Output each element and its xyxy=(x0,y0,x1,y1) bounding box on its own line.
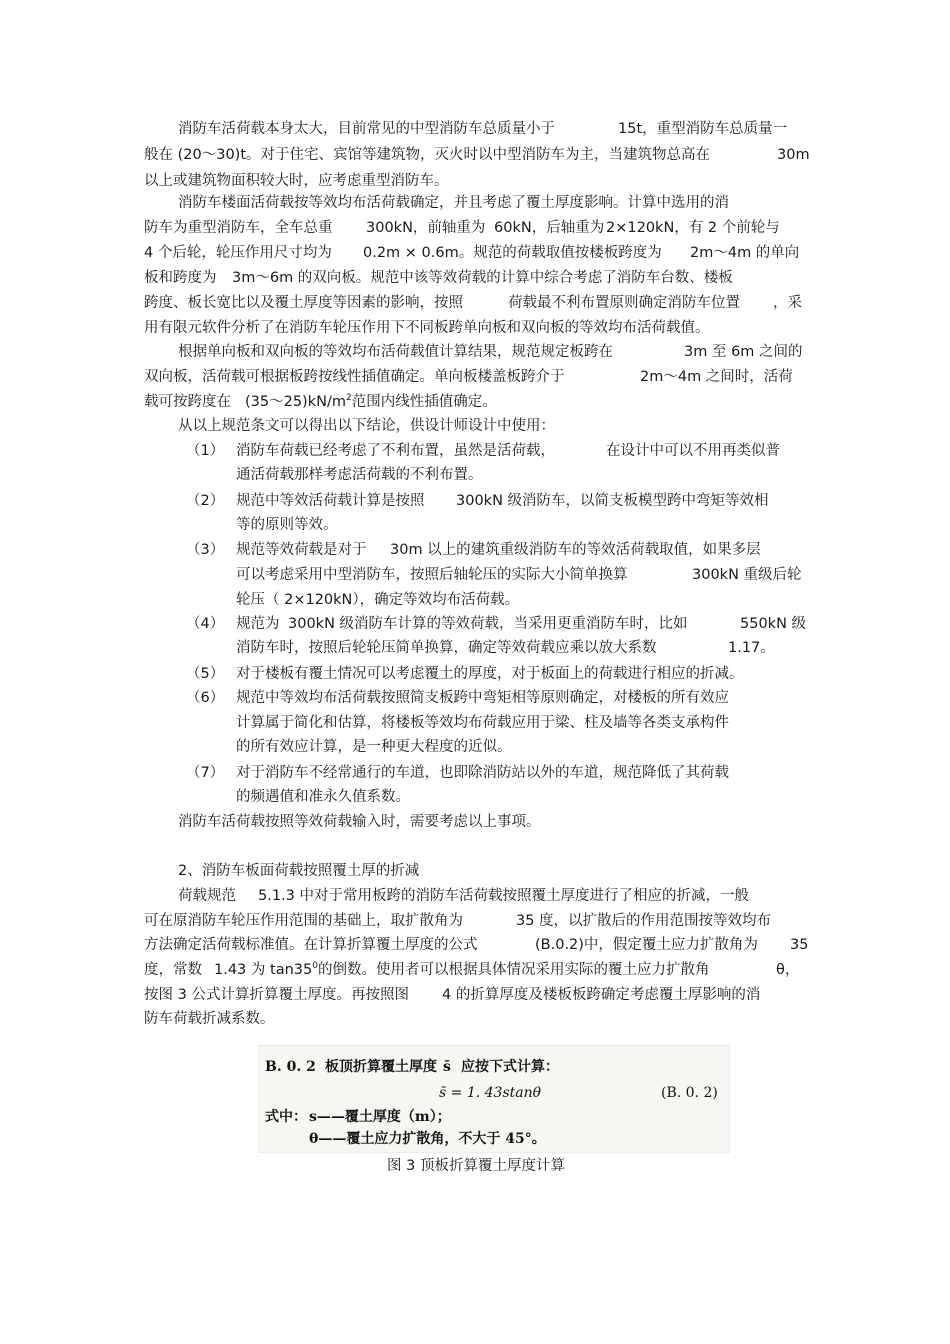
theta-definition: θ——覆土应力扩散角，不大于 45°。 xyxy=(309,1131,546,1147)
text-segment: 消防车时，按照后轮轮压简单换算，确定等效荷载应乘以放大系数 xyxy=(236,640,657,656)
paragraph1-line1 xyxy=(0,118,950,140)
paragraph3-line3 xyxy=(0,391,950,413)
text-segment: 规范中等效活荷载计算是按照 xyxy=(236,493,425,509)
section-heading: 2、消防车板面荷载按照覆土厚的折减 xyxy=(178,863,420,879)
text-segment: 轮压（ 2×120kN），确定等效均布活荷载。 xyxy=(236,592,520,608)
paragraph2-line3 xyxy=(0,242,950,264)
text-segment: 消防车楼面活荷载按等效均布活荷载确定，并且考虑了覆土厚度影响。计算中选用的消 xyxy=(178,195,729,211)
text-segment: 范围内线性插值确定。 xyxy=(351,394,497,410)
text-segment: 2×120kN，有 2 个前轮与 xyxy=(606,220,780,236)
text-segment: θ， xyxy=(776,962,800,978)
conclusion-item-6 xyxy=(0,687,950,709)
text-segment: 5.1.3 中对于常用板跨的消防车活荷载按照覆土厚度进行了相应的折减，一般 xyxy=(258,888,750,904)
clause-number: B. 0. 2 xyxy=(265,1059,316,1075)
where-label: 式中： xyxy=(265,1109,307,1125)
text-segment: 对于楼板有覆土情况可以考虑覆土的厚度，对于板面上的荷载进行相应的折减。 xyxy=(236,666,744,682)
text-segment: 可在原消防车轮压作用范围的基础上，取扩散角为 xyxy=(144,913,463,929)
equation-number: (B. 0. 2) xyxy=(661,1085,718,1101)
text-segment: 4 个后轮，轮压作用尺寸均为 xyxy=(144,245,332,261)
text-segment: 消防车活荷载本身太大，目前常见的中型消防车总质量小于 xyxy=(178,121,555,137)
conclusion-item-7 xyxy=(0,762,950,784)
unit-value xyxy=(245,391,497,413)
text-segment: 载可按跨度在 xyxy=(144,394,231,410)
paragraph3-line2 xyxy=(0,366,950,388)
text-segment: 35 度，以扩散后的作用范围按等效均布 xyxy=(516,913,772,929)
conclusion-item-1-line2 xyxy=(0,464,950,486)
text-segment: 2m～4m 的单向 xyxy=(690,245,800,261)
superscript: 2 xyxy=(345,393,352,403)
text-segment: 跨度、板长宽比以及覆土厚度等因素的影响，按照 xyxy=(144,295,463,311)
section2-line5 xyxy=(0,984,950,1006)
superscript: 0 xyxy=(312,961,318,971)
item-number: （4） xyxy=(186,616,225,632)
symbol: s̄ xyxy=(443,1059,451,1075)
text-segment: 3m～6m 的双向板。规范中该等效荷载的计算中综合考虑了消防车台数、楼板 xyxy=(232,270,733,286)
paragraph2-line4 xyxy=(0,267,950,289)
section2-line3 xyxy=(0,934,950,956)
text-segment: 规范中等效均布活荷载按照简支板跨中弯矩相等原则确定，对楼板的所有效应 xyxy=(236,690,729,706)
conclusion-item-7-line2 xyxy=(0,786,950,808)
text-segment: 般在 (20～30)t。对于住宅、宾馆等建筑物，灭火时以中型消防车为主，当建筑物总高在 xyxy=(144,147,711,163)
paragraph2-line6 xyxy=(0,317,950,339)
text-segment: 0.2m × 0.6m。规范的荷载取值按楼板跨度为 xyxy=(363,245,662,261)
figure-caption xyxy=(0,1155,950,1177)
paragraph2-line1 xyxy=(0,192,950,214)
formula: s̄ = 1. 43stanθ xyxy=(439,1085,542,1101)
text-segment: 在设计中可以不用再类似普 xyxy=(606,443,780,459)
text-segment: 通活荷载那样考虑活荷载的不利布置。 xyxy=(236,467,483,483)
text-segment: 300kN 重级后轮 xyxy=(692,567,802,583)
conclusion-item-2 xyxy=(0,490,950,512)
text-segment: 根据单向板和双向板的等效均布活荷载值计算结果，规范规定板跨在 xyxy=(178,344,613,360)
section2-line2 xyxy=(0,910,950,932)
text-segment: 550kN 级 xyxy=(740,616,807,632)
figure-title-end: 应按下式计算： xyxy=(461,1059,559,1075)
text-segment: 按图 3 公式计算折算覆土厚度。再按照图 xyxy=(144,987,409,1003)
section2-line6 xyxy=(0,1008,950,1030)
text-segment: 防车荷载折减系数。 xyxy=(144,1011,275,1027)
text-segment: 的频遇值和准永久值系数。 xyxy=(236,789,410,805)
text-segment: 消防车活荷载按照等效荷载输入时，需要考虑以上事项。 xyxy=(178,814,541,830)
item-number: （2） xyxy=(186,493,225,509)
item-number: （5） xyxy=(186,666,225,682)
section2-heading xyxy=(0,860,950,882)
s-definition: s——覆土厚度（m）； xyxy=(309,1109,451,1125)
item-number: （1） xyxy=(186,443,225,459)
text-segment: 1.43 为 tan35 xyxy=(214,962,313,978)
text-segment: 度，常数 xyxy=(144,962,202,978)
conclusions-intro xyxy=(0,415,950,437)
text-segment: 4 的折算厚度及楼板板跨确定考虑覆土厚影响的消 xyxy=(442,987,761,1003)
text-segment: 15t，重型消防车总质量一 xyxy=(618,121,788,137)
paragraph3-line1 xyxy=(0,341,950,363)
text-segment: 的所有效应计算，是一种更大程度的近似。 xyxy=(236,739,512,755)
paragraph1-line3 xyxy=(0,170,950,192)
text-segment: 荷载规范 xyxy=(178,888,236,904)
text-segment: 30m xyxy=(777,147,810,163)
conclusion-item-6-line2 xyxy=(0,712,950,734)
text-segment: 消防车荷载已经考虑了不利布置，虽然是活荷载， xyxy=(236,443,555,459)
conclusion-item-3-line3 xyxy=(0,589,950,611)
text-segment: 计算属于简化和估算，将楼板等效均布荷载应用于梁、柱及墙等各类支承构件 xyxy=(236,715,729,731)
text-segment: 等的原则等效。 xyxy=(236,517,338,533)
item-number: （3） xyxy=(186,542,225,558)
item-number: （7） xyxy=(186,765,225,781)
value-text: (35～25)kN/m xyxy=(245,394,346,410)
conclusion-item-4-line2 xyxy=(0,637,950,659)
text-segment: 300kN 级消防车，以简支板模型跨中弯矩等效相 xyxy=(456,493,769,509)
section2-line1 xyxy=(0,885,950,907)
text-segment: 30m 以上的建筑重级消防车的等效活荷载取值，如果多层 xyxy=(390,542,761,558)
text-segment: 1.17。 xyxy=(728,640,775,656)
figure-title: 板顶折算覆土厚度 xyxy=(325,1059,437,1075)
text-segment: (B.0.2)中，假定覆土应力扩散角为 xyxy=(535,937,758,953)
text-segment: 可以考虑采用中型消防车，按照后轴轮压的实际大小简单换算 xyxy=(236,567,628,583)
section2-line4 xyxy=(0,959,950,981)
text-segment: 板和跨度为 xyxy=(144,270,217,286)
text-segment: 300kN 级消防车计算的等效荷载，当采用更重消防车时，比如 xyxy=(288,616,688,632)
conclusion-item-6-line3 xyxy=(0,736,950,758)
text-segment: 用有限元软件分析了在消防车轮压作用下不同板跨单向板和双向板的等效均布活荷载值。 xyxy=(144,320,710,336)
text-segment: 60kN，后轴重为 xyxy=(494,220,605,236)
conclusion-item-3-line2 xyxy=(0,564,950,586)
text-segment: 3m 至 6m 之间的 xyxy=(684,344,803,360)
text-segment: 双向板，活荷载可根据板跨按线性插值确定。单向板楼盖板跨介于 xyxy=(144,369,565,385)
text-segment: 对于消防车不经常通行的车道，也即除消防站以外的车道，规范降低了其荷载 xyxy=(236,765,729,781)
item-number: （6） xyxy=(186,690,225,706)
text-segment: 从以上规范条文可以得出以下结论，供设计师设计中使用： xyxy=(178,418,555,434)
text-segment: 规范为 xyxy=(236,616,280,632)
text-segment: 2m～4m 之间时，活荷 xyxy=(640,369,793,385)
paragraph2-line2 xyxy=(0,217,950,239)
text-segment: 的倒数。使用者可以根据具体情况采用实际的覆土应力扩散角 xyxy=(317,962,710,978)
tan-expression xyxy=(214,959,709,981)
paragraph1-line2 xyxy=(0,144,950,166)
text-segment: 方法确定活荷载标准值。在计算折算覆土厚度的公式 xyxy=(144,937,478,953)
conclusion-item-3 xyxy=(0,539,950,561)
text-segment: 防车为重型消防车，全车总重 xyxy=(144,220,333,236)
conclusion-item-1 xyxy=(0,440,950,462)
text-segment: 300kN，前轴重为 xyxy=(366,220,486,236)
caption-text: 图 3 顶板折算覆土厚度计算 xyxy=(387,1158,565,1174)
text-segment: 荷载最不利布置原则确定消防车位置 xyxy=(508,295,740,311)
conclusion-item-4 xyxy=(0,613,950,635)
paragraph2-line5 xyxy=(0,292,950,314)
text-segment: ，采 xyxy=(773,295,802,311)
text-segment: 规范等效荷载是对于 xyxy=(236,542,367,558)
text-segment: 以上或建筑物面积较大时，应考虑重型消防车。 xyxy=(144,173,449,189)
conclusion-item-5 xyxy=(0,663,950,685)
text-segment: 35 xyxy=(790,937,809,953)
formula-figure xyxy=(258,1045,730,1153)
conclusion-item-2-line2 xyxy=(0,514,950,536)
conclusions-closing xyxy=(0,811,950,833)
